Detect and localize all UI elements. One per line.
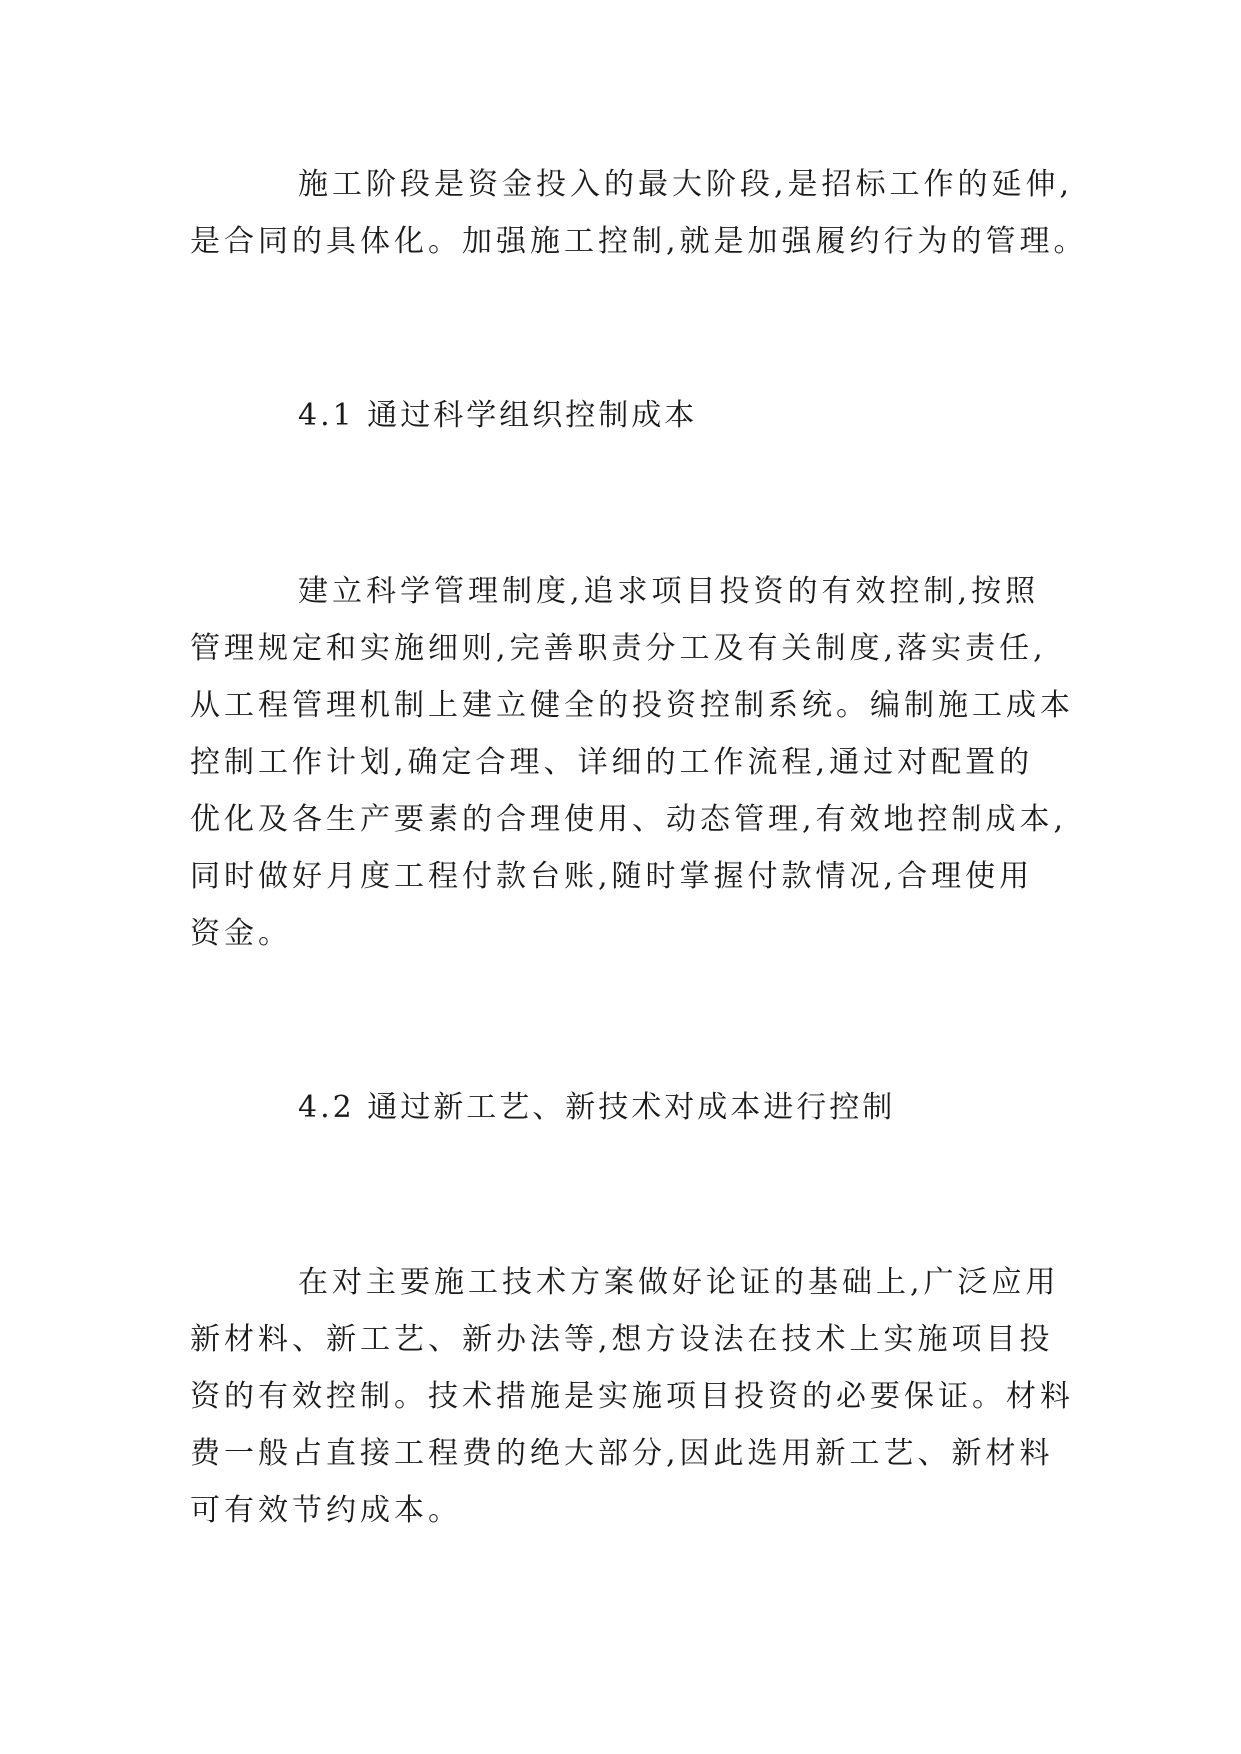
- section-4-2-line-2: 新材料、新工艺、新办法等,想方设法在技术上实施项目投: [190, 1322, 1054, 1357]
- section-4-2-line-1: 在对主要施工技术方案做好论证的基础上,广泛应用: [298, 1265, 1060, 1300]
- section-4-1-line-5: 优化及各生产要素的合理使用、动态管理,有效地控制成本,: [190, 802, 1068, 837]
- section-4-1-heading: 4.1 通过科学组织控制成本: [298, 398, 698, 433]
- intro-line-1: 施工阶段是资金投入的最大阶段,是招标工作的延伸,: [298, 167, 1074, 202]
- section-4-1-line-2: 管理规定和实施细则,完善职责分工及有关制度,落实责任,: [190, 631, 1047, 666]
- section-4-1-line-1: 建立科学管理制度,追求项目投资的有效控制,按照: [298, 574, 1040, 609]
- section-4-2-heading: 4.2 通过新工艺、新技术对成本进行控制: [298, 1090, 896, 1125]
- intro-line-2: 是合同的具体化。加强施工控制,就是加强履约行为的管理。: [190, 224, 1088, 259]
- section-4-1-line-6: 同时做好月度工程付款台账,随时掌握付款情况,合理使用: [190, 859, 1034, 894]
- section-4-2-line-5: 可有效节约成本。: [190, 1493, 462, 1528]
- section-4-1-line-7: 资金。: [190, 916, 292, 951]
- section-4-1-line-3: 从工程管理机制上建立健全的投资控制系统。编制施工成本: [190, 688, 1074, 723]
- section-4-2-line-4: 费一般占直接工程费的绝大部分,因此选用新工艺、新材料: [190, 1436, 1054, 1471]
- section-4-2-line-3: 资的有效控制。技术措施是实施项目投资的必要保证。材料: [190, 1379, 1074, 1414]
- section-4-1-line-4: 控制工作计划,确定合理、详细的工作流程,通过对配置的: [190, 745, 1034, 780]
